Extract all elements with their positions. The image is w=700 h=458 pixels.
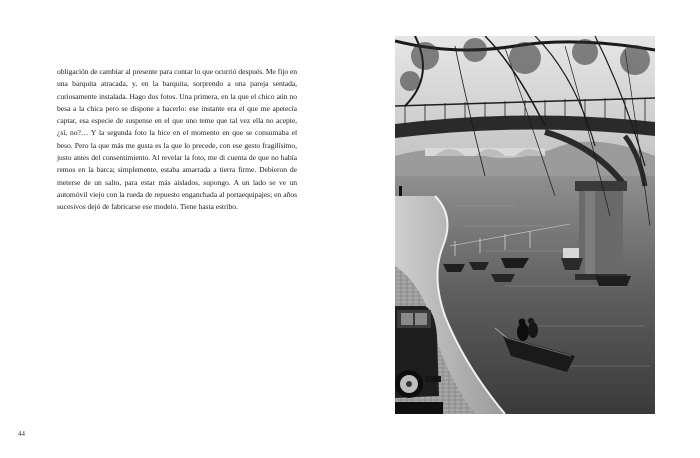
photo-illustration <box>395 36 655 414</box>
bridge-pier <box>575 181 627 280</box>
paragraph: obligación de cambiar al presente para contar lo que ocurrió después. Me fijo en una barquita atracada, y, en la barquita, sorprendo a una pareja sentada, curiosamente instalada. Hago dos fotos. Una primera, en la que el chico aún no besa a la chica pero se dispone a hacerlo: ese instante era el que me apetecía captar, esa especie de suspense en el que uno teme que tal vez ella no acepte, ¿sí, no?… Y la segunda foto la hice en el momento en que se consumaba el beso. Pero la que más me gusta es la que lo precede, con ese gesto fragilísimo, justo antes del consentimiento. Al revelar la foto, me di cuenta de que no había remos en la barca; simplemente, estaba amarrada a tierra firme. Debieron de meterse de un salto, para estar más aislados, supongo. A un lado se ve un automóvil viejo con la rueda de repuesto enganchada al portaequipajes; en años sucesivos dejó de fabricarse ese modelo. Tiene hasta estribo. <box>57 67 297 212</box>
body-text <box>57 66 297 214</box>
distant-bridge <box>425 148 545 156</box>
distant-figure <box>399 186 402 196</box>
page-number: 44 <box>18 430 25 438</box>
photograph <box>395 36 655 414</box>
